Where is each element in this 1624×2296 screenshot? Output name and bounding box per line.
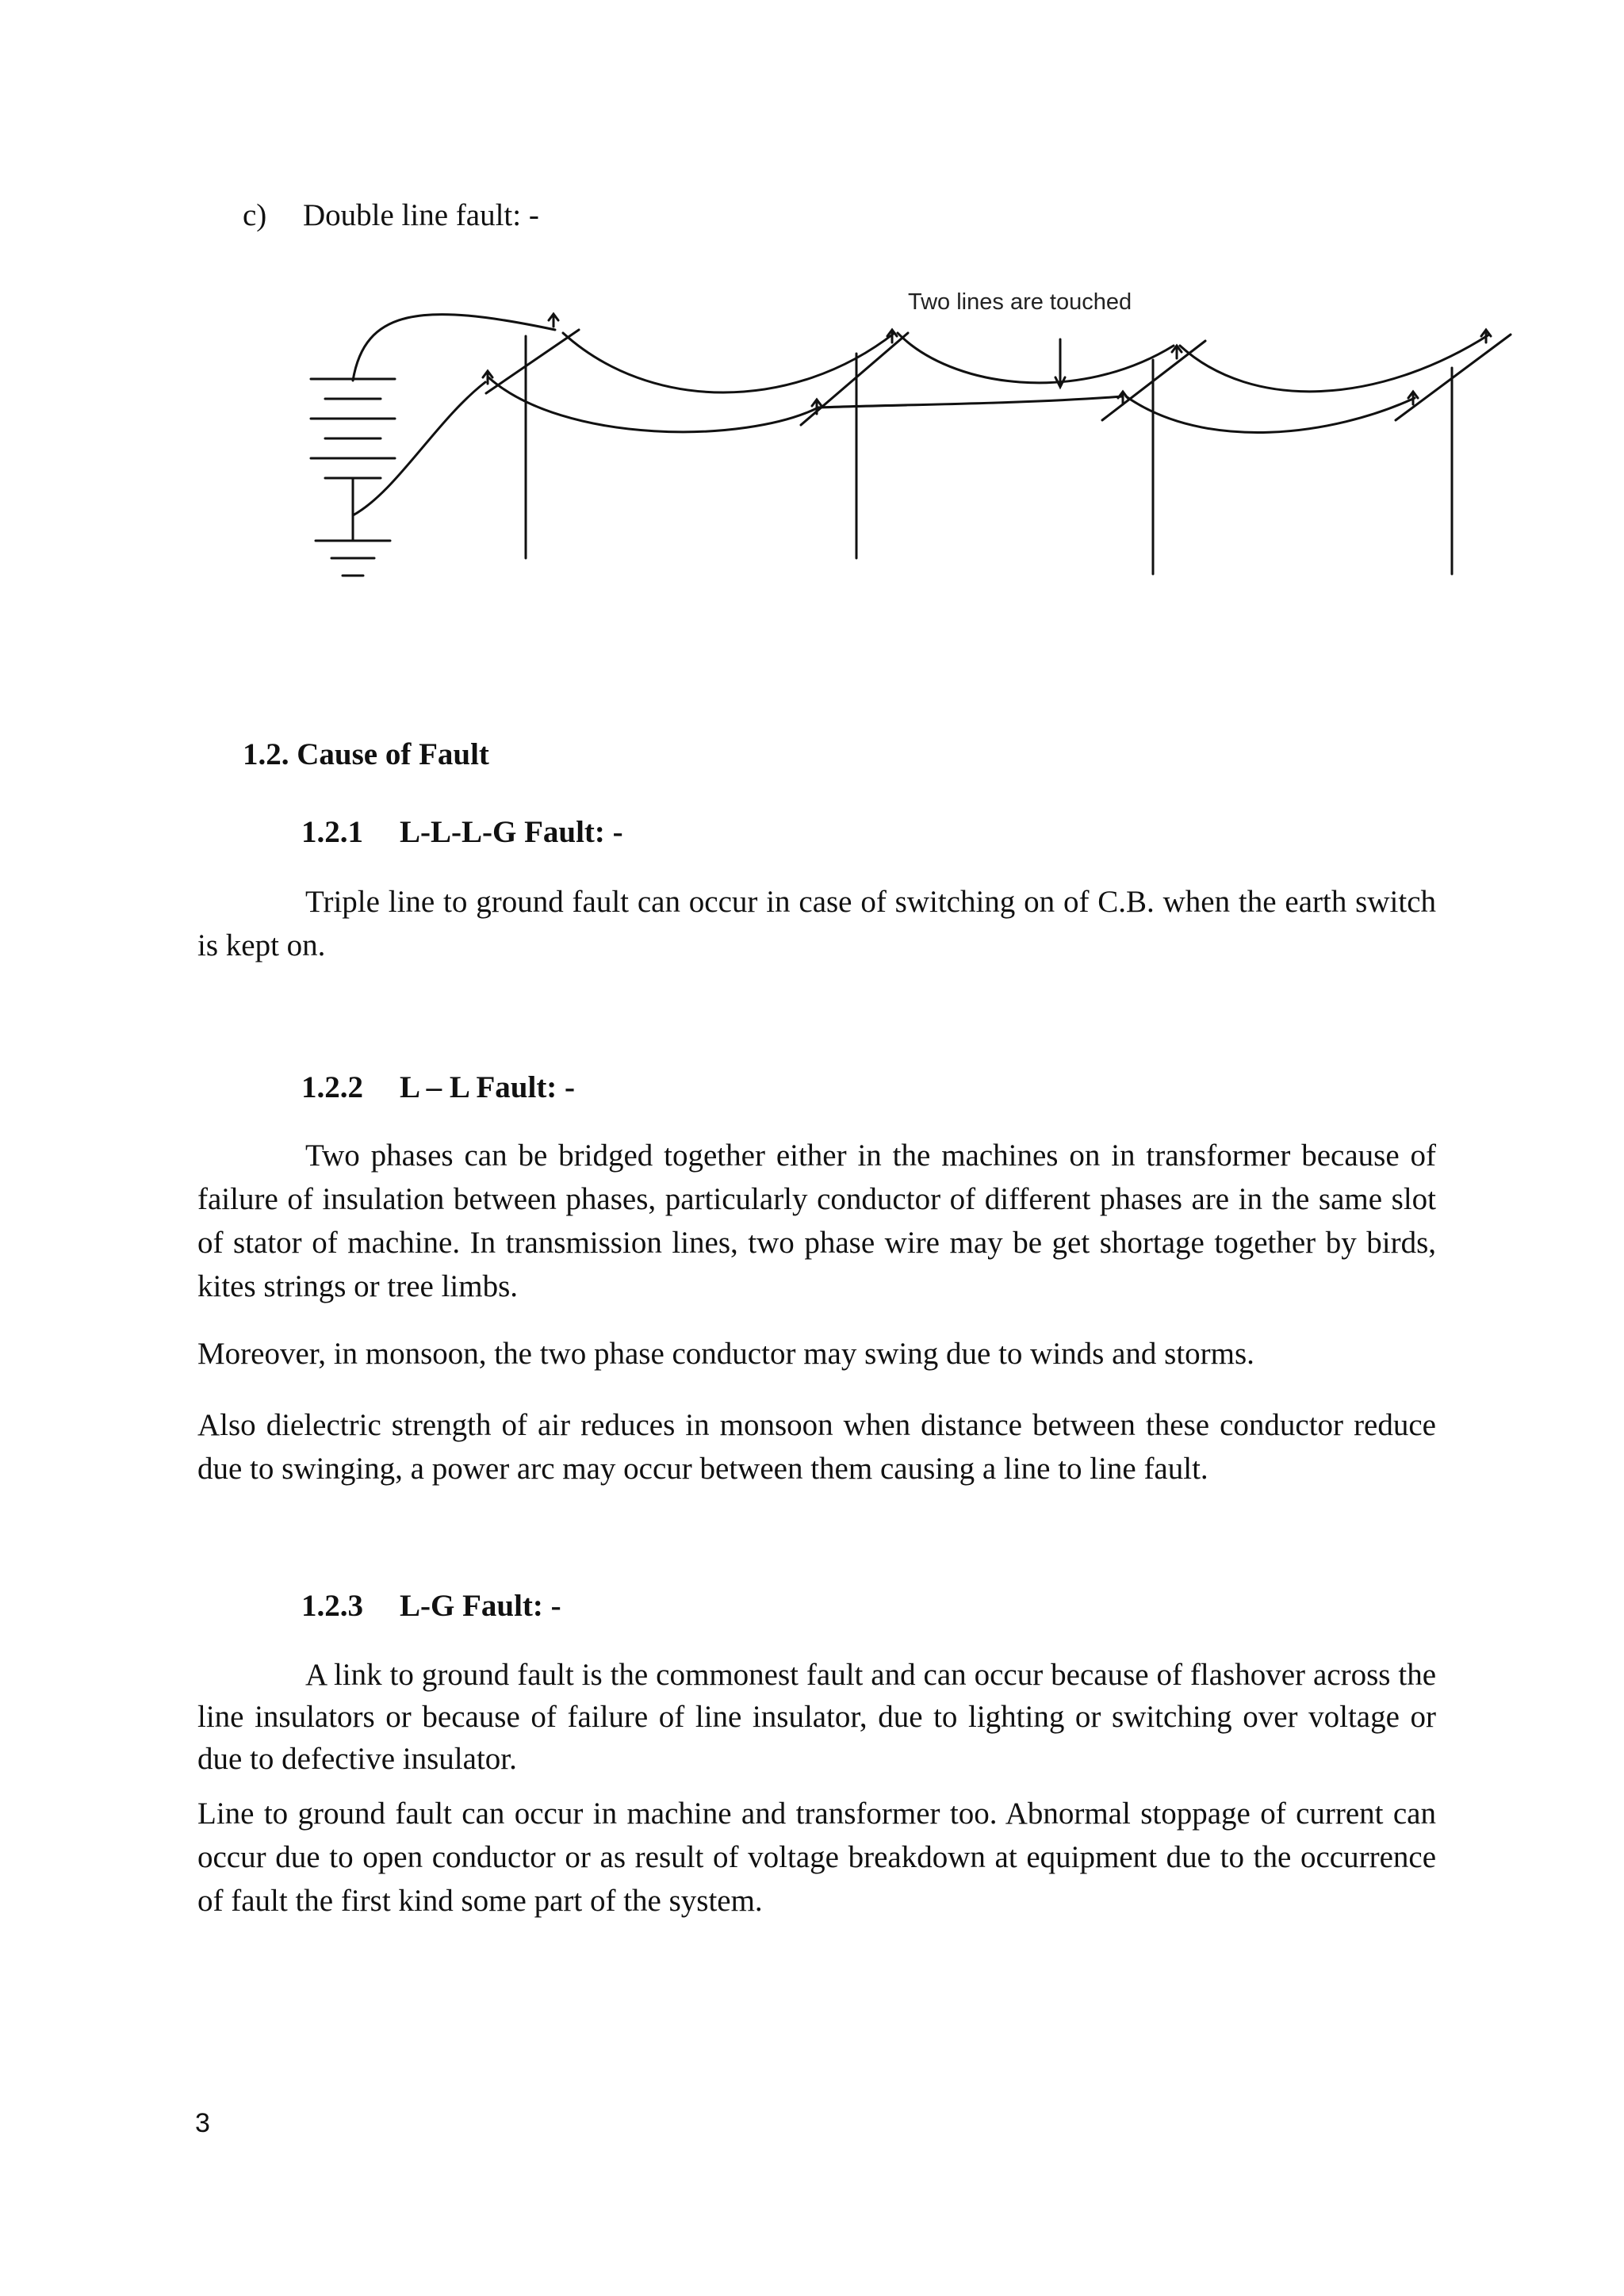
subsection-title: L-L-L-G Fault: - bbox=[400, 815, 623, 849]
paragraph-ll-fault-3: Also dielectric strength of air reduces in monsoon when distance between these conductor reduce due to swinging, a power arc may occur between them causing a line to line fault. bbox=[197, 1408, 1436, 1486]
list-marker: c) bbox=[243, 198, 267, 232]
page-number: 3 bbox=[195, 2108, 210, 2138]
paragraph-lllg-fault: Triple line to ground fault can occur in case of switching on of C.B. when the earth switch is kept on. bbox=[197, 885, 1436, 962]
section-heading: 1.2. Cause of Fault bbox=[243, 737, 489, 771]
list-item-double-line-fault bbox=[243, 195, 539, 236]
subsection-number: 1.2.1 bbox=[301, 815, 363, 849]
subsection-heading-1 bbox=[301, 812, 623, 853]
paragraph-lg-fault-2: Line to ground fault can occur in machine and transformer too. Abnormal stoppage of current can occur due to open conductor or as result of voltage breakdown at equipment due to the occurrence of fault the first kind some part of the system. bbox=[197, 1797, 1436, 1918]
paragraph-ll-fault-1: Two phases can be bridged together either in the machines on in transformer because of failure of insulation between phases, particularly conductor of different phases are in the same slot of stator of machine. In transmission lines, two phase wire may be get shortage together by birds, kites strings or tree limbs. bbox=[197, 1138, 1436, 1303]
list-item-text: Double line fault: - bbox=[303, 198, 539, 232]
subsection-heading-2 bbox=[301, 1067, 575, 1108]
subsection-heading-3 bbox=[301, 1586, 561, 1627]
lower-conductor-span-3 bbox=[1126, 396, 1415, 433]
earth-lead-lower bbox=[353, 382, 485, 515]
figure-caption: Two lines are touched bbox=[908, 289, 1132, 315]
lower-conductor-span-2-touching bbox=[818, 396, 1123, 408]
overhead-line-double-line-fault-diagram-icon bbox=[301, 285, 1515, 587]
double-line-fault-figure bbox=[301, 285, 1515, 587]
subsection-title: L-G Fault: - bbox=[400, 1589, 561, 1623]
lower-conductor-span-1 bbox=[488, 377, 818, 432]
upper-conductor-span-1 bbox=[563, 333, 894, 392]
subsection-number: 1.2.3 bbox=[301, 1589, 363, 1623]
cross-arm-1 bbox=[486, 330, 579, 393]
paragraph-lg-fault-1: A link to ground fault is the commonest fault and can occur because of flashover across the line insulators or because of failure of line insulator, due to lighting or switching over voltage or due to defective insulator. bbox=[197, 1658, 1436, 1776]
subsection-title: L – L Fault: - bbox=[400, 1070, 576, 1104]
insulator-icons bbox=[483, 314, 1491, 414]
upper-conductor-span-3 bbox=[1180, 335, 1489, 392]
upper-conductor-span-2 bbox=[898, 333, 1174, 383]
paragraph-ll-fault-2: Moreover, in monsoon, the two phase conductor may swing due to winds and storms. bbox=[197, 1337, 1254, 1371]
subsection-number: 1.2.2 bbox=[301, 1070, 363, 1104]
ground-symbol-icon bbox=[311, 379, 395, 576]
